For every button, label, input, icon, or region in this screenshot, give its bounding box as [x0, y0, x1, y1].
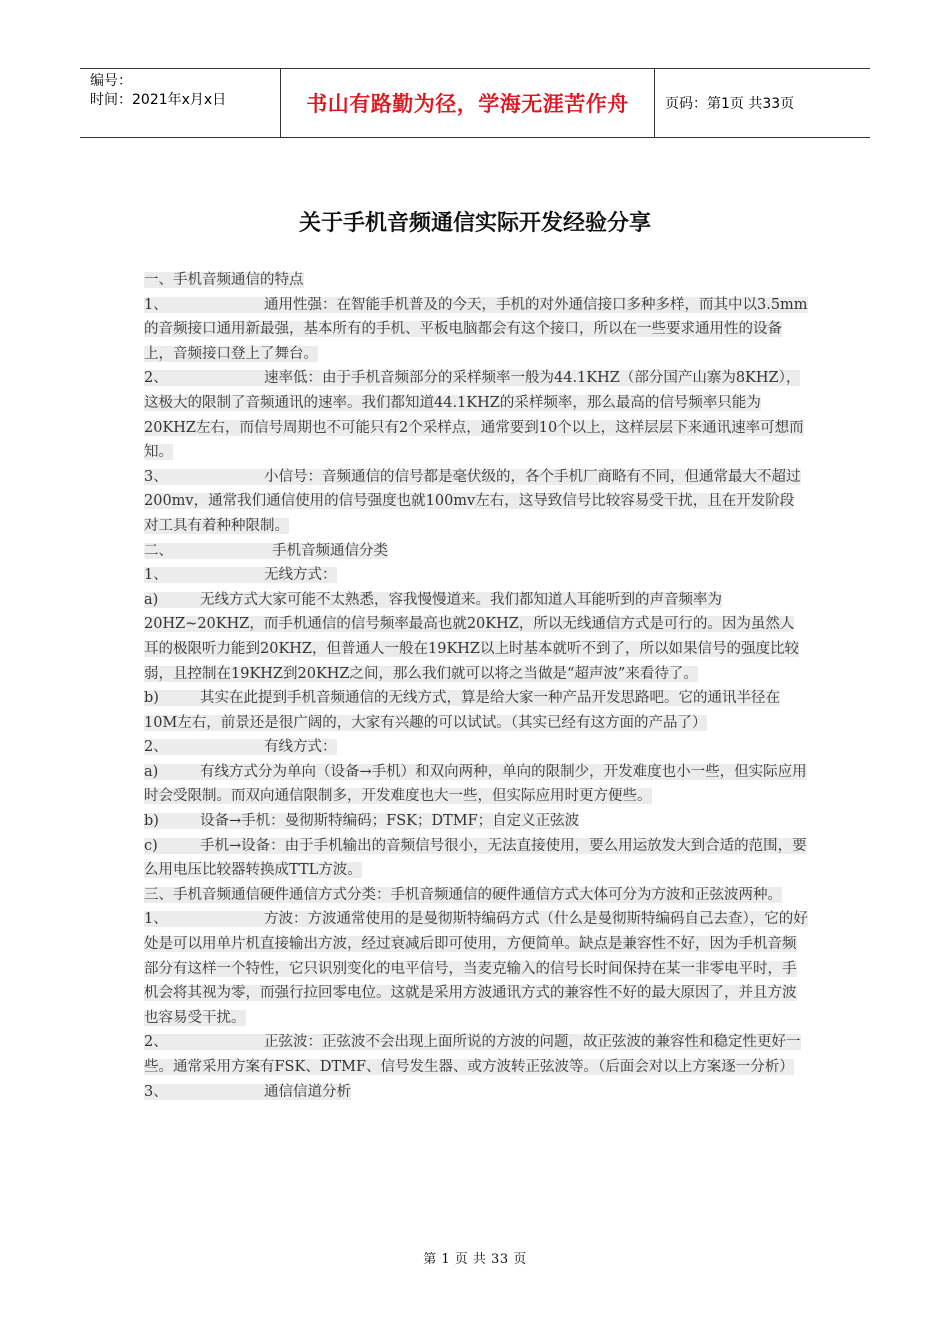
document-body	[144, 268, 808, 1104]
paragraph	[144, 1030, 808, 1079]
paragraph-text: 有线方式分为单向（设备→手机）和双向两种，单向的限制少，开发难度也小一些，但实际应用时会受限制。而双向通信限制多，开发难度也大一些，但实际应用时更方便些。	[144, 763, 807, 805]
paragraph	[144, 539, 808, 564]
paragraph-text: 手机→设备：由于手机输出的音频信号很小，无法直接使用，要么用运放发大到合适的范围，要么用电压比较器转换成TTL方波。	[144, 837, 807, 879]
paragraph-text: 通信信道分析	[264, 1083, 351, 1100]
header-motto: 书山有路勤为径，学海无涯苦作舟	[306, 92, 629, 116]
paragraph-text: 方波：方波通常使用的是曼彻斯特编码方式（什么是曼彻斯特编码自己去查），它的好处是可以用单片机直接输出方波，经过衰减后即可使用，方便简单。缺点是兼容性不好，因为手机音频部分有这样一个特性，它只识别变化的电平信号，当麦克输入的信号长时间保持在某一非零电平时，手机会将其视为零，而强行拉回零电位。这就是采用方波通讯方式的兼容性不好的最大原因了，并且方波也容易受干扰。	[144, 911, 808, 1026]
page-footer: 第 1 页 共 33 页	[423, 1252, 527, 1267]
list-number: c)	[144, 837, 158, 854]
paragraph	[144, 588, 808, 686]
serial-label: 编号：	[90, 73, 132, 89]
list-number: 1、	[144, 911, 168, 928]
paragraph-text: 有线方式：	[264, 739, 337, 756]
paragraph-text: 其实在此提到手机音频通信的无线方式，算是给大家一种产品开发思路吧。它的通讯半径在10M左右，前景还是很广阔的，大家有兴趣的可以试试。（其实已经有这方面的产品了）	[144, 690, 780, 731]
paragraph	[144, 686, 808, 735]
paragraph	[144, 563, 808, 588]
header-page-info: 页码：第1页 共33页	[665, 96, 795, 112]
document-title: 关于手机音频通信实际开发经验分享	[298, 211, 651, 236]
paragraph	[144, 293, 808, 367]
section-heading: 手机音频通信分类	[272, 542, 388, 559]
header-meta	[80, 69, 281, 137]
paragraph-text: 无线方式大家可能不太熟悉，容我慢慢道来。我们都知道人耳能听到的声音频率为20HZ~20KHZ，而手机通信的信号频率最高也就20KHZ，所以无线通信方式是可行的。因为虽然人耳的极限听力能到20KHZ，但普通人一般在19KHZ以上时基本就听不到了，所以如果信号的强度比较弱，且控制在19KHZ到20KHZ之间，那么我们就可以将之当做是“超声波”来看待了。	[144, 591, 800, 682]
header-motto-cell	[281, 69, 655, 137]
section-heading: 一、手机音频通信的特点	[144, 272, 304, 288]
paragraph	[144, 809, 808, 834]
paragraph	[144, 760, 808, 809]
paragraph-text: 无线方式：	[264, 567, 337, 584]
list-number: 二、	[144, 542, 173, 559]
paragraph-text: 设备→手机：曼彻斯特编码；FSK；DTMF；自定义正弦波	[200, 813, 580, 830]
paragraph-text: 正弦波：正弦波不会出现上面所说的方波的问题，故正弦波的兼容性和稳定性更好一些。通常采用方案有FSK、DTMF、信号发生器、或方波转正弦波等。（后面会对以上方案逐一分析）	[144, 1034, 801, 1075]
list-number: 3、	[144, 468, 168, 485]
list-number: a)	[144, 591, 159, 608]
paragraph-text: 通用性强：在智能手机普及的今天，手机的对外通信接口多种多样，而其中以3.5mm的音频接口通用新最强，基本所有的手机、平板电脑都会有这个接口，所以在一些要求通用性的设备上，音频接口登上了舞台。	[144, 296, 808, 362]
header-page-info-cell	[655, 69, 870, 137]
paragraph	[144, 834, 808, 883]
paragraph	[144, 1080, 808, 1105]
paragraph	[144, 907, 808, 1030]
paragraph	[144, 268, 808, 293]
list-number: 2、	[144, 739, 168, 756]
list-number: 2、	[144, 1034, 168, 1051]
list-number: b)	[144, 690, 159, 707]
date-label: 时间：2021年x月x日	[90, 92, 227, 108]
section-heading: 三、手机音频通信硬件通信方式分类：手机音频通信的硬件通信方式大体可分为方波和正弦波两种。	[144, 886, 782, 903]
list-number: 2、	[144, 370, 168, 387]
list-number: 3、	[144, 1083, 168, 1100]
paragraph	[144, 883, 808, 908]
paragraph	[144, 465, 808, 539]
paragraph-text: 小信号：音频通信的信号都是毫伏级的，各个手机厂商略有不同，但通常最大不超过200mv，通常我们通信使用的信号强度也就100mv左右，这导致信号比较容易受干扰，且在开发阶段对工具有着种种限制。	[144, 468, 801, 534]
paragraph	[144, 366, 808, 464]
list-number: 1、	[144, 296, 168, 313]
paragraph-text: 速率低：由于手机音频部分的采样频率一般为44.1KHZ（部分国产山寨为8KHZ），这极大的限制了音频通讯的速率。我们都知道44.1KHZ的采样频率，那么最高的信号频率只能为20KHZ左右，而信号周期也不可能只有2个采样点，通常要到10个以上，这样层层下来通讯速率可想而知。	[144, 370, 804, 461]
document-header	[80, 68, 870, 138]
paragraph	[144, 735, 808, 760]
list-number: a)	[144, 763, 159, 780]
list-number: b)	[144, 813, 159, 830]
list-number: 1、	[144, 567, 168, 584]
